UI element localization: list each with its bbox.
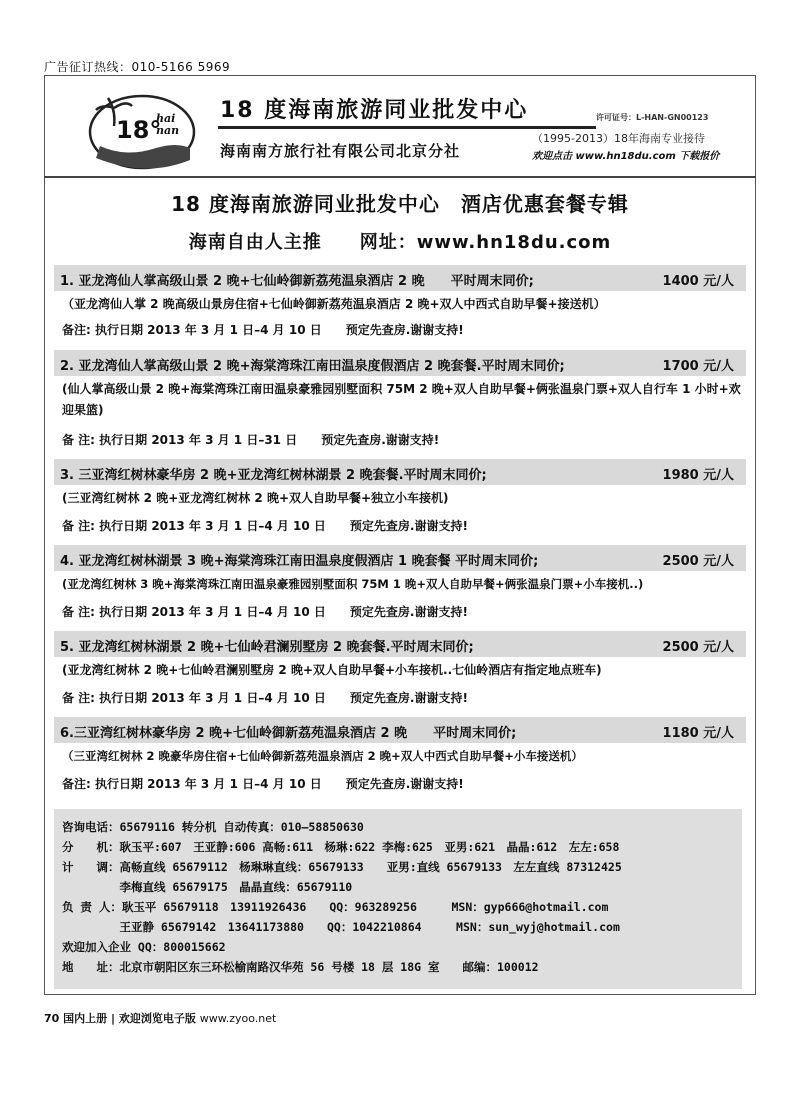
logo-hai: hai [156,112,176,125]
contact-box [54,809,742,989]
package-note: 备 注: 执行日期 2013 年 3 月 1 日–31 日 预定先查房.谢谢支持! [62,433,440,447]
license-number: 许可证号：L-HAN-GN00123 [596,113,709,122]
since-years: （1995-2013）18年海南专业接待 [532,132,705,145]
package-note: 备 注: 执行日期 2013 年 3 月 1 日–4 月 10 日 预定先查房.谢谢支持! [62,519,468,533]
logo-nan: nan [156,124,180,137]
agency-logo [86,88,198,170]
header [44,76,756,178]
package-price: 2500 元/人 [662,554,734,569]
package-name: 1. 亚龙湾仙人掌高级山景 2 晚+七仙岭御新荔苑温泉酒店 2 晚 平时周末同价; [60,274,534,289]
page-title: 18 度海南旅游同业批发中心 酒店优惠套餐专辑 [171,192,629,216]
contact-manager-2: 王亚静 65679142 13641173880 QQ：1042210864 MSN：sun_wyj@hotmail.com [62,920,620,934]
company-name: 海南南方旅行社有限公司北京分社 [220,142,461,160]
download-link[interactable]: 欢迎点击 www.hn18du.com 下载报价 [532,151,720,162]
package-note: 备注: 执行日期 2013 年 3 月 1 日–4 月 10 日 预定先查房.谢谢支持! [62,777,464,791]
package-price: 1180 元/人 [662,726,734,741]
package-detail: (仙人掌高级山景 2 晚+海棠湾珠江南田温泉豪雅园别墅面积 75M 2 晚+双人自助早餐+俩张温泉门票+双人自行车 1 小时+欢迎果篮) [62,382,741,417]
package-detail: (亚龙湾红树林 2 晚+七仙岭君澜别墅房 2 晚+双人自助早餐+小车接机..七仙岭酒店有指定地点班车) [62,663,602,677]
package-note: 备 注: 执行日期 2013 年 3 月 1 日–4 月 10 日 预定先查房.谢谢支持! [62,691,468,705]
ad-hotline: 广告征订热线：010-5166 5969 [44,60,231,74]
package-header [54,631,746,657]
package-note: 备注: 执行日期 2013 年 3 月 1 日–4 月 10 日 预定先查房.谢谢支持! [62,323,464,337]
package-name: 6.三亚湾红树林豪华房 2 晚+七仙岭御新荔苑温泉酒店 2 晚 平时周末同价; [60,726,517,741]
footer-url[interactable]: www.zyoo.net [199,1012,277,1025]
page-number: 70 [44,1012,60,1025]
package-note: 备 注: 执行日期 2013 年 3 月 1 日–4 月 10 日 预定先查房.谢谢支持! [62,605,468,619]
package-price: 1980 元/人 [662,468,734,483]
footer-label: 欢迎浏览电子版 [118,1012,196,1025]
package-header [54,717,746,743]
header-rule [218,126,596,129]
agency-name: 18 度海南旅游同业批发中心 [220,98,529,123]
package-header [54,265,746,291]
package-detail: (亚龙湾红树林 3 晚+海棠湾珠江南田温泉豪雅园别墅面积 75M 1 晚+双人自助早餐+俩张温泉门票+小车接机..) [62,577,644,591]
contact-qq: 欢迎加入企业 QQ：800015662 [62,940,226,954]
package-price: 2500 元/人 [662,640,734,655]
package-name: 5. 亚龙湾红树林湖景 2 晚+七仙岭君澜别墅房 2 晚套餐.平时周末同价; [60,640,474,655]
page-subtitle: 海南自由人主推 网址：www.hn18du.com [188,232,612,253]
package-price: 1400 元/人 [662,274,734,289]
package-header [54,545,746,571]
contact-extensions: 分 机：耿玉平:607 王亚静:606 高畅:611 杨琳:622 李梅:625 亚男:621 晶晶:612 左左:658 [62,840,620,854]
package-price: 1700 元/人 [662,359,734,374]
footer-separator: | [111,1012,116,1025]
logo-number: 18° [116,116,162,144]
package-name: 3. 三亚湾红树林豪华房 2 晚+亚龙湾红树林湖景 2 晚套餐.平时周末同价; [60,468,487,483]
contact-planners-2: 李梅直线 65679175 晶晶直线：65679110 [62,880,353,894]
package-detail: (三亚湾红树林 2 晚+亚龙湾红树林 2 晚+双人自助早餐+独立小车接机) [62,491,449,505]
contact-address: 地 址：北京市朝阳区东三环松榆南路汉华苑 56 号楼 18 层 18G 室 邮编：100012 [62,960,539,974]
package-detail: （三亚湾红树林 2 晚豪华房住宿+七仙岭御新荔苑温泉酒店 2 晚+双人中西式自助早餐+小车接送机） [62,749,583,763]
package-detail: （亚龙湾仙人掌 2 晚高级山景房住宿+七仙岭御新荔苑温泉酒店 2 晚+双人中西式自助早餐+接送机） [62,297,606,311]
package-name: 4. 亚龙湾红树林湖景 3 晚+海棠湾珠江南田温泉度假酒店 1 晚套餐 平时周末同价; [60,554,539,569]
package-name: 2. 亚龙湾仙人掌高级山景 2 晚+海棠湾珠江南田温泉度假酒店 2 晚套餐.平时周末同价; [60,359,565,374]
package-header [54,459,746,485]
contact-planners: 计 调：高畅直线 65679112 杨琳琳直线：65679133 亚男:直线 65679133 左左直线 87312425 [62,860,622,874]
page-footer [44,1010,276,1026]
contact-manager: 负 责 人：耿玉平 65679118 13911926436 QQ：963289256 MSN：gyp666@hotmail.com [62,900,609,914]
package-header [54,350,746,376]
section-name: 国内上册 [63,1012,108,1025]
contact-phone: 咨询电话：65679116 转分机 自动传真：010—58850630 [62,820,364,834]
